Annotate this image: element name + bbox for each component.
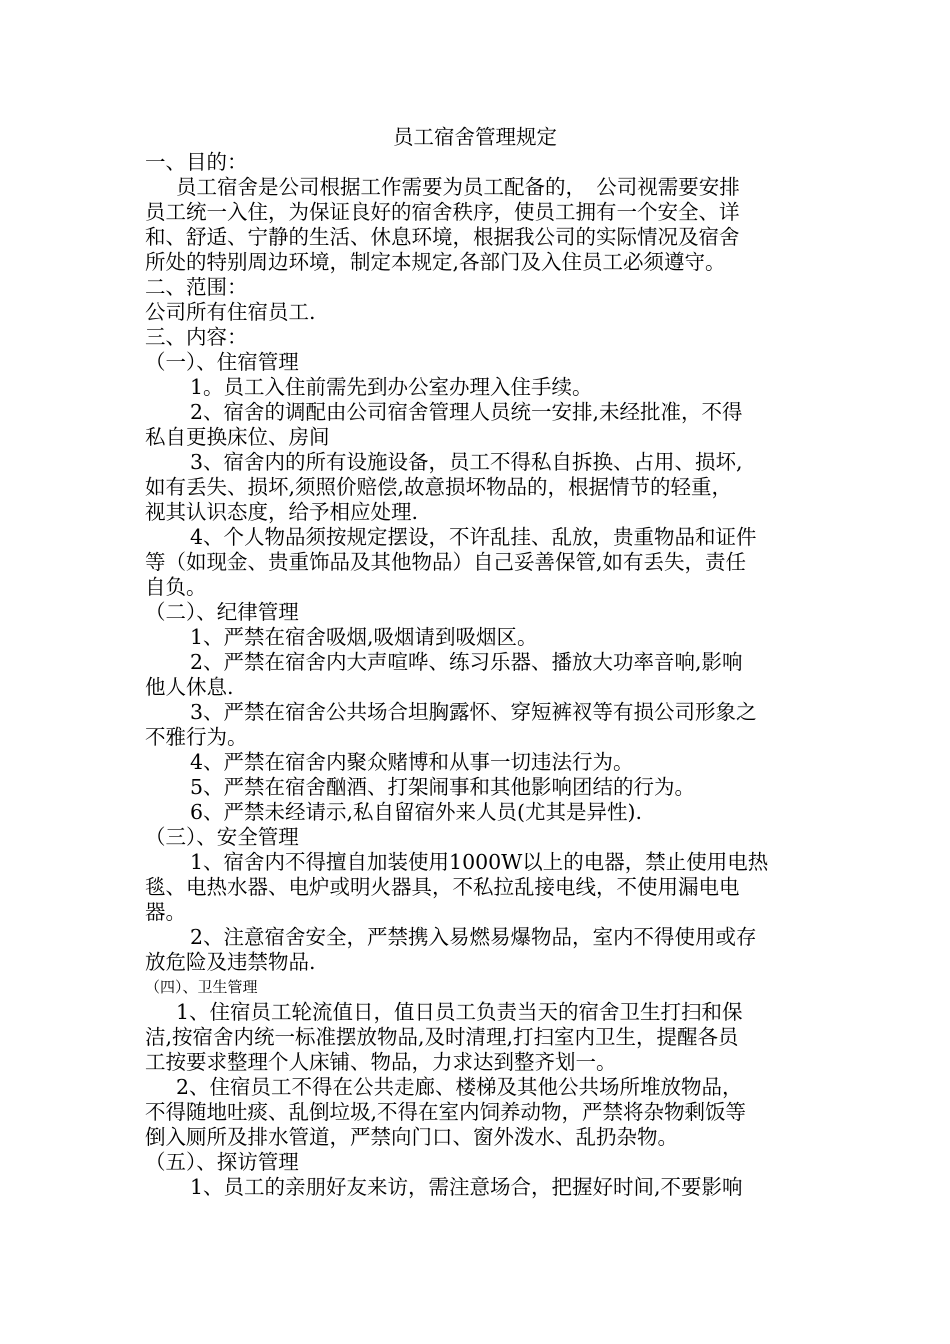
- list-item: 2、宿舍的调配由公司宿舍管理人员统一安排,未经批准，不得: [190, 400, 743, 424]
- list-item-continued: 倒入厕所及排水管道，严禁向门口、窗外泼水、乱扔杂物。: [145, 1125, 678, 1149]
- subsection-heading-visits: （五）、探访管理: [145, 1150, 299, 1174]
- paragraph-line: 员工统一入住，为保证良好的宿舍秩序，使员工拥有一个安全、详: [145, 200, 740, 224]
- list-item: 6、严禁未经请示,私自留宿外来人员(尤其是异性).: [190, 800, 643, 824]
- list-item: 1。员工入住前需先到办公室办理入住手续。: [190, 375, 593, 399]
- list-item-continued: 不雅行为。: [145, 725, 248, 749]
- paragraph-line: 员工宿舍是公司根据工作需要为员工配备的， 公司视需要安排: [176, 175, 740, 199]
- section-heading-scope: 二、范围：: [145, 275, 248, 299]
- list-item-continued: 器。: [145, 900, 186, 924]
- list-item-continued: 如有丢失、损坏,须照价赔偿,故意损坏物品的，根据情节的轻重，: [145, 475, 733, 499]
- list-item-continued: 放危险及违禁物品.: [145, 950, 316, 974]
- list-item-continued: 毯、电热水器、电炉或明火器具，不私拉乱接电线，不使用漏电电: [145, 875, 740, 899]
- list-item: 4、严禁在宿舍内聚众赌博和从事一切违法行为。: [190, 750, 634, 774]
- list-item: 1、宿舍内不得擅自加装使用1000W以上的电器，禁止使用电热: [190, 850, 769, 874]
- list-item: 3、宿舍内的所有设施设备，员工不得私自拆换、占用、损坏,: [190, 450, 743, 474]
- document-title: 员工宿舍管理规定: [393, 125, 557, 149]
- list-item: 1、员工的亲朋好友来访，需注意场合，把握好时间,不要影响: [190, 1175, 743, 1199]
- list-item: 1、严禁在宿舍吸烟,吸烟请到吸烟区。: [190, 625, 538, 649]
- list-item-continued: 私自更换床位、房间: [145, 425, 330, 449]
- list-item: 1、住宿员工轮流值日，值日员工负责当天的宿舍卫生打扫和保: [176, 1000, 743, 1024]
- subsection-heading-discipline: （二）、纪律管理: [145, 600, 299, 624]
- list-item-continued: 他人休息.: [145, 675, 234, 699]
- paragraph-line: 和、舒适、宁静的生活、休息环境，根据我公司的实际情况及宿舍: [145, 225, 740, 249]
- list-item: 4、个人物品须按规定摆设，不许乱挂、乱放，贵重物品和证件: [190, 525, 757, 549]
- list-item: 2、住宿员工不得在公共走廊、楼梯及其他公共场所堆放物品，: [176, 1075, 743, 1099]
- section-heading-purpose: 一、目的：: [145, 150, 248, 174]
- list-item: 5、严禁在宿舍酗酒、打架闹事和其他影响团结的行为。: [190, 775, 696, 799]
- list-item-continued: 视其认识态度，给予相应处理.: [145, 500, 419, 524]
- list-item-continued: 工按要求整理个人床铺、物品，力求达到整齐划一。: [145, 1050, 617, 1074]
- subsection-heading-hygiene: （四）、卫生管理: [145, 978, 258, 996]
- section-heading-content: 三、内容：: [145, 325, 248, 349]
- subsection-heading-safety: （三）、安全管理: [145, 825, 299, 849]
- list-item: 2、严禁在宿舍内大声喧哗、练习乐器、播放大功率音响,影响: [190, 650, 743, 674]
- list-item-continued: 不得随地吐痰、乱倒垃圾,不得在室内饲养动物，严禁将杂物剩饭等: [145, 1100, 747, 1124]
- paragraph-line: 公司所有住宿员工.: [145, 300, 316, 324]
- list-item-continued: 等（如现金、贵重饰品及其他物品）自己妥善保管,如有丢失，责任: [145, 550, 747, 574]
- subsection-heading-accommodation: （一）、住宿管理: [145, 350, 299, 374]
- list-item: 2、注意宿舍安全，严禁携入易燃易爆物品，室内不得使用或存: [190, 925, 757, 949]
- list-item-continued: 洁,按宿舍内统一标准摆放物品,及时清理,打扫室内卫生，提醒各员: [145, 1025, 739, 1049]
- paragraph-line: 所处的特别周边环境，制定本规定,各部门及入住员工必须遵守。: [145, 250, 726, 274]
- list-item: 3、严禁在宿舍公共场合坦胸露怀、穿短裤衩等有损公司形象之: [190, 700, 757, 724]
- list-item-continued: 自负。: [145, 575, 207, 599]
